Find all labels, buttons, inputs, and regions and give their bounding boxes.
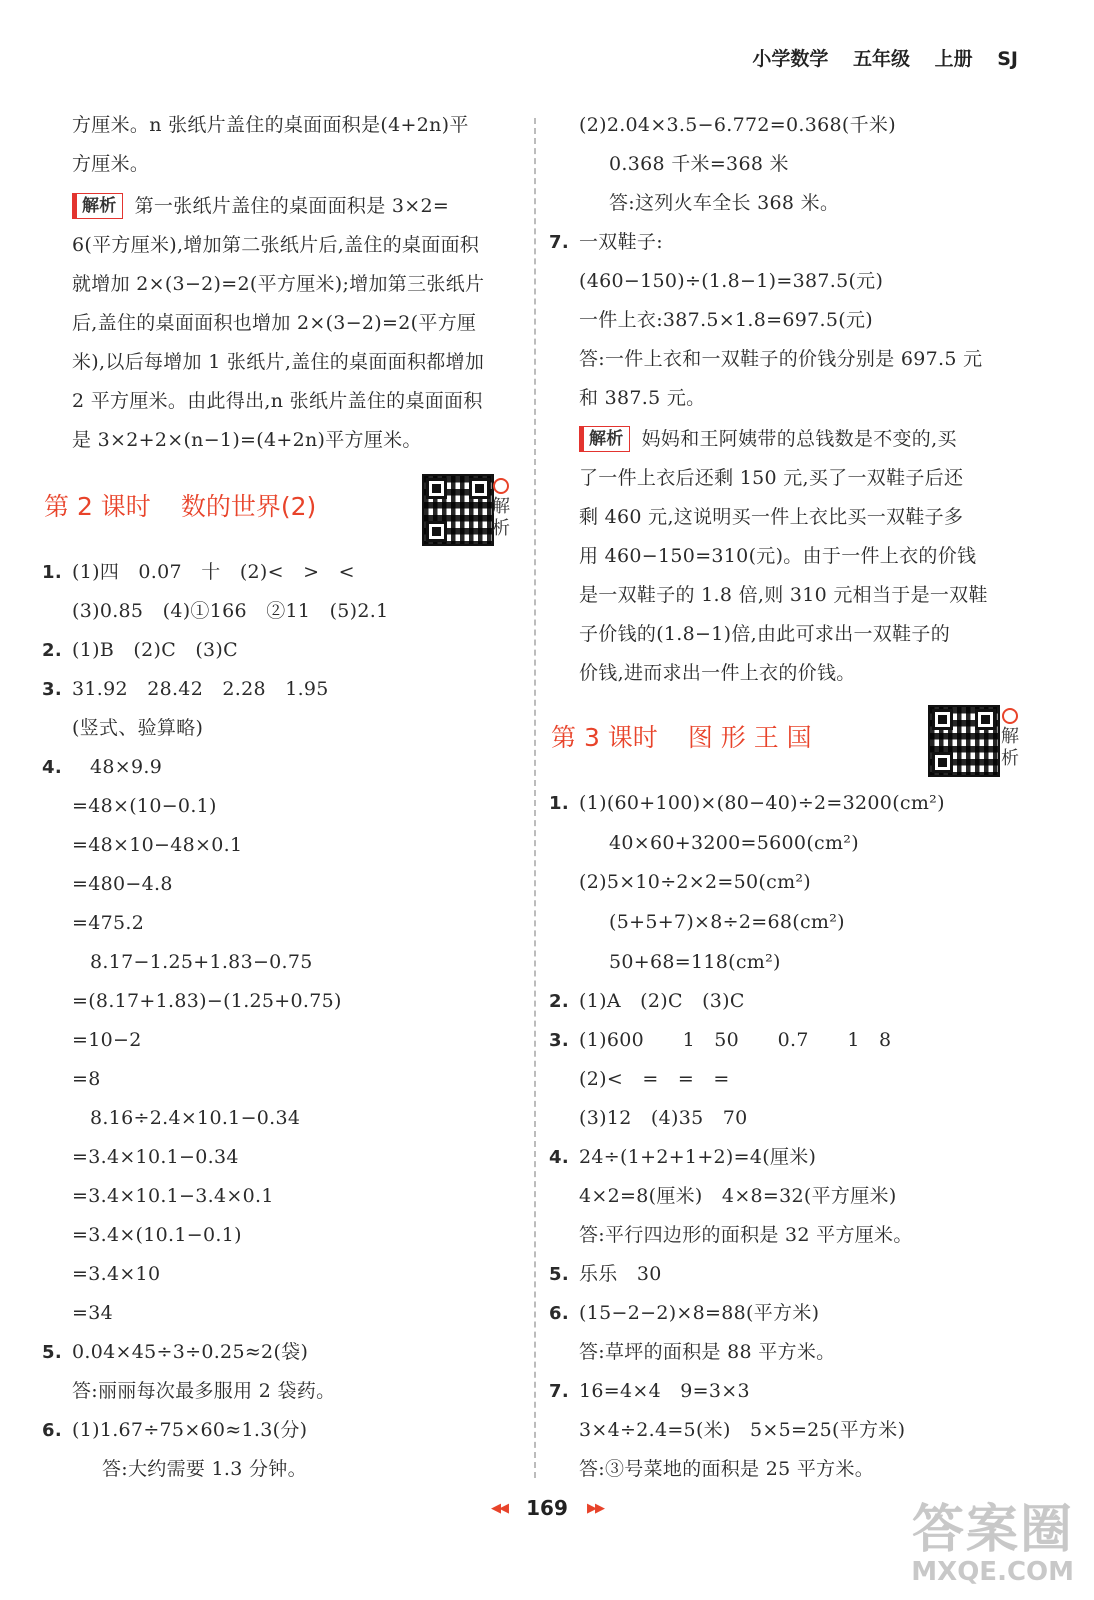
answer-line: 7. 一双鞋子: — [579, 223, 663, 262]
answer-line: 答:丽丽每次最多服用 2 袋药。 — [72, 1380, 336, 1402]
qr-label: 解 析 — [1001, 726, 1019, 769]
answer-line: 6. (1)1.67÷75×60≈1.3(分) — [72, 1411, 307, 1450]
analysis-line: 价钱,进而求出一件上衣的价钱。 — [579, 662, 856, 684]
answer-line: 答:平行四边形的面积是 32 平方厘米。 — [579, 1224, 913, 1246]
answer-line: 和 387.5 元。 — [579, 387, 706, 409]
answer-line: 答:大约需要 1.3 分钟。 — [102, 1458, 307, 1480]
edition: SJ — [997, 48, 1018, 70]
answer-line: 答:草坪的面积是 88 平方米。 — [579, 1341, 836, 1363]
analysis-line — [72, 187, 449, 226]
question-number: 1. — [42, 562, 62, 583]
volume: 上册 — [934, 48, 973, 70]
calc-line: 50+68=118(cm²) — [609, 951, 781, 973]
answer-line: 2. (1)A (2)C (3)C — [579, 982, 745, 1021]
calc-line: =(8.17+1.83)−(1.25+0.75) — [72, 990, 342, 1012]
text-line: 方厘米。n 张纸片盖住的桌面面积是(4+2n)平 — [72, 114, 469, 136]
analysis-line: 后,盖住的桌面面积也增加 2×(3−2)=2(平方厘 — [72, 312, 477, 334]
answer-line: 7. 16=4×4 9=3×3 — [579, 1372, 750, 1411]
answer-line: 答:一件上衣和一双鞋子的价钱分别是 697.5 元 — [579, 348, 983, 370]
analysis-line: 是一双鞋子的 1.8 倍,则 310 元相当于是一双鞋 — [579, 584, 988, 606]
prev-page-icon[interactable]: ◀◀ — [491, 1501, 508, 1516]
calc-line: 40×60+3200=5600(cm²) — [609, 832, 859, 854]
answer-line: 4. 24÷(1+2+1+2)=4(厘米) — [579, 1138, 816, 1177]
subject: 小学数学 — [752, 48, 829, 70]
question-number: 4. — [42, 757, 62, 778]
qr-label: 解 析 — [492, 496, 510, 539]
calc-line: =8 — [72, 1068, 101, 1090]
lesson-title: 数的世界(2) — [180, 492, 317, 521]
analysis-tag: 解析 — [72, 193, 123, 219]
calc-line: =475.2 — [72, 912, 145, 934]
answer-line: (2)2.04×3.5−6.772=0.368(千米) — [579, 114, 896, 136]
calc-line: 8.17−1.25+1.83−0.75 — [90, 951, 313, 973]
qr-code-icon[interactable] — [422, 474, 494, 546]
answer-line: 0.368 千米=368 米 — [609, 153, 789, 175]
question-number: 5. — [42, 1342, 62, 1363]
calc-line: (2)5×10÷2×2=50(cm²) — [579, 871, 812, 893]
answer-line: 5. 乐乐 30 — [579, 1255, 662, 1294]
question-number: 6. — [549, 1303, 569, 1324]
calc-line: =48×(10−0.1) — [72, 795, 217, 817]
question-number: 2. — [549, 991, 569, 1012]
qr-code-icon[interactable] — [928, 705, 1000, 777]
next-page-icon[interactable]: ▶▶ — [586, 1501, 603, 1516]
play-icon — [493, 478, 509, 494]
calc-line: =3.4×(10.1−0.1) — [72, 1224, 242, 1246]
text-line: 方厘米。 — [72, 153, 150, 175]
answer-line: (3)12 (4)35 70 — [579, 1107, 748, 1129]
answer-line: 一件上衣:387.5×1.8=697.5(元) — [579, 309, 873, 331]
lesson-number: 第 3 课时 — [551, 723, 658, 752]
answer-line: (2)< = = = — [579, 1068, 730, 1090]
page-header — [734, 44, 1018, 71]
calc-line: =48×10−48×0.1 — [72, 834, 243, 856]
question-number: 3. — [42, 679, 62, 700]
question-number: 5. — [549, 1264, 569, 1285]
answer-line: 1. (1)四 0.07 十 (2)< > < — [72, 553, 355, 592]
answer-line: 答:③号菜地的面积是 25 平方米。 — [579, 1458, 875, 1480]
play-icon — [1002, 708, 1018, 724]
calc-line: =34 — [72, 1302, 113, 1324]
calc-line: =3.4×10 — [72, 1263, 161, 1285]
answer-line: 4. 48×9.9 — [72, 748, 162, 787]
lesson-title: 图 形 王 国 — [687, 723, 812, 752]
section-heading — [44, 485, 316, 529]
question-number: 3. — [549, 1030, 569, 1051]
answer-line: 答:这列火车全长 368 米。 — [609, 192, 840, 214]
watermark-logo: 答案圈 MXQE.COM — [911, 1500, 1074, 1587]
analysis-line: 2 平方厘米。由此得出,n 张纸片盖住的桌面面积 — [72, 390, 483, 412]
analysis-line: 6(平方厘米),增加第二张纸片后,盖住的桌面面积 — [72, 234, 480, 256]
answer-line: 3×4÷2.4=5(米) 5×5=25(平方米) — [579, 1419, 906, 1441]
answer-line: (460−150)÷(1.8−1)=387.5(元) — [579, 270, 884, 292]
answer-line: 6. (15−2−2)×8=88(平方米) — [579, 1294, 819, 1333]
page-number: 169 — [526, 1496, 568, 1520]
question-number: 6. — [42, 1420, 62, 1441]
calc-line: =3.4×10.1−3.4×0.1 — [72, 1185, 274, 1207]
grade: 五年级 — [852, 48, 910, 70]
question-number: 2. — [42, 640, 62, 661]
calc-line: (5+5+7)×8÷2=68(cm²) — [609, 911, 845, 933]
analysis-line: 了一件上衣后还剩 150 元,买了一双鞋子后还 — [579, 467, 964, 489]
section-heading — [551, 716, 812, 760]
question-number: 7. — [549, 1381, 569, 1402]
lesson-number: 第 2 课时 — [44, 492, 151, 521]
answer-line: 2. (1)B (2)C (3)C — [72, 631, 238, 670]
analysis-text: 妈妈和王阿姨带的总钱数是不变的,买 — [641, 428, 957, 450]
calc-line: =480−4.8 — [72, 873, 173, 895]
analysis-line — [579, 420, 957, 459]
answer-line: 3. (1)600 1 50 0.7 1 8 — [579, 1021, 891, 1060]
analysis-line: 是 3×2+2×(n−1)=(4+2n)平方厘米。 — [72, 429, 422, 451]
question-number: 4. — [549, 1147, 569, 1168]
answer-line: (3)0.85 (4)①166 ②11 (5)2.1 — [72, 600, 389, 622]
answer-line: 5. 0.04×45÷3÷0.25≈2(袋) — [72, 1333, 308, 1372]
analysis-line: 剩 460 元,这说明买一件上衣比买一双鞋子多 — [579, 506, 964, 528]
analysis-text: 第一张纸片盖住的桌面面积是 3×2= — [134, 195, 450, 217]
calc-line: 8.16÷2.4×10.1−0.34 — [90, 1107, 301, 1129]
analysis-tag: 解析 — [579, 426, 630, 452]
answer-line: 4×2=8(厘米) 4×8=32(平方厘米) — [579, 1185, 897, 1207]
answer-line: 1. (1)(60+100)×(80−40)÷2=3200(cm²) — [579, 784, 945, 823]
analysis-line: 就增加 2×(3−2)=2(平方厘米);增加第三张纸片 — [72, 273, 485, 295]
question-number: 1. — [549, 793, 569, 814]
analysis-line: 米),以后每增加 1 张纸片,盖住的桌面面积都增加 — [72, 351, 485, 373]
calc-line: =10−2 — [72, 1029, 142, 1051]
answer-line: 3. 31.92 28.42 2.28 1.95 — [72, 670, 329, 709]
analysis-line: 子价钱的(1.8−1)倍,由此可求出一双鞋子的 — [579, 623, 950, 645]
analysis-line: 用 460−150=310(元)。由于一件上衣的价钱 — [579, 545, 977, 567]
answer-line: (竖式、验算略) — [72, 717, 204, 739]
column-divider — [534, 118, 536, 1478]
calc-line: =3.4×10.1−0.34 — [72, 1146, 239, 1168]
question-number: 7. — [549, 232, 569, 253]
